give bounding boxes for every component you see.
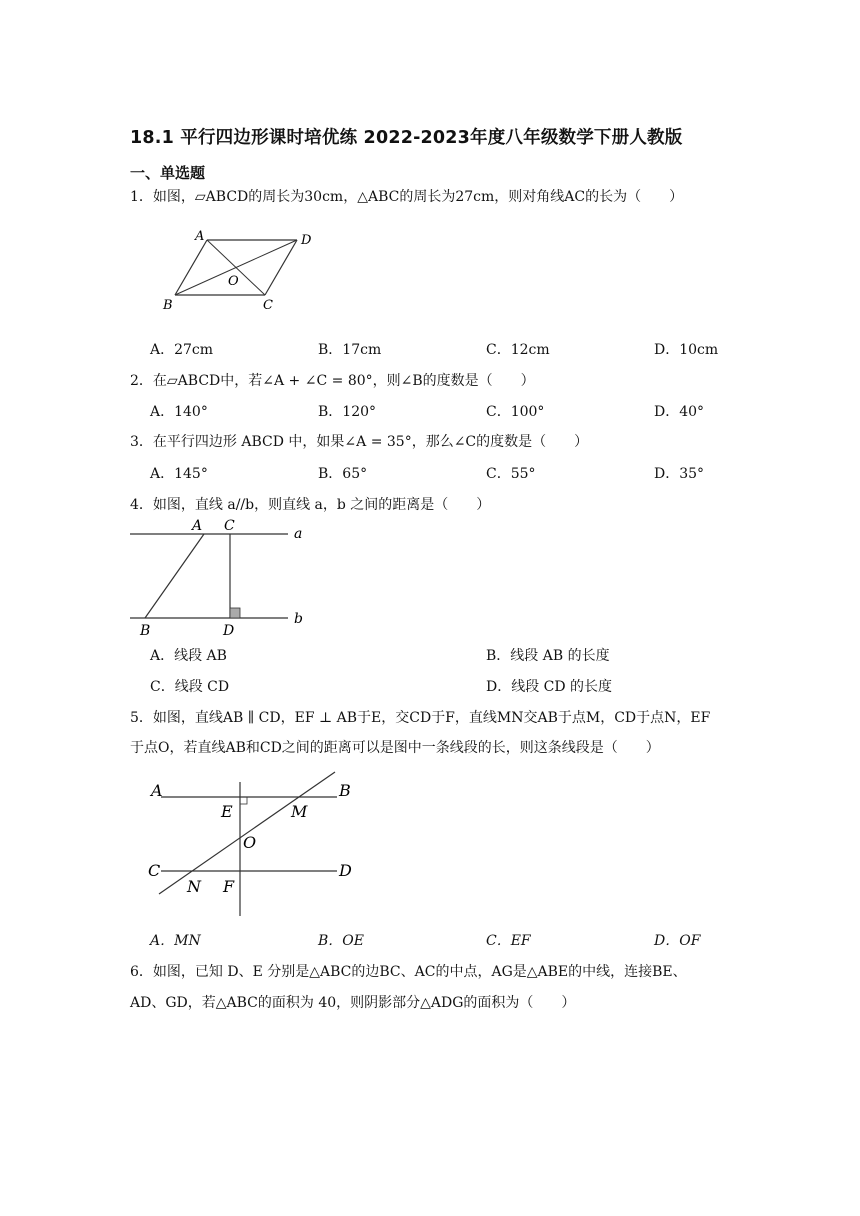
q2-option-b[interactable]: B．120° xyxy=(318,404,377,420)
q2-option-d[interactable]: D．40° xyxy=(654,404,705,420)
q3-option-a[interactable]: A．145° xyxy=(150,466,208,482)
q5-label-d: D xyxy=(339,861,352,880)
question-1-figure xyxy=(155,222,325,317)
q4-option-d[interactable]: D．线段 CD 的长度 xyxy=(486,679,613,695)
q1-option-a[interactable]: A．27cm xyxy=(150,342,214,358)
q3-option-c[interactable]: C．55° xyxy=(486,466,536,482)
q5-label-o: O xyxy=(243,833,257,852)
q4-option-a[interactable]: A．线段 AB xyxy=(150,648,227,664)
question-2-text: 2．在▱ABCD中，若∠A + ∠C = 80°，则∠B的度数是（ ） xyxy=(130,373,535,389)
q5-label-n: N xyxy=(187,877,201,896)
q4-option-b[interactable]: B．线段 AB 的长度 xyxy=(486,648,610,664)
q1-option-d[interactable]: D．10cm xyxy=(654,342,719,358)
question-3-text: 3．在平行四边形 ABCD 中，如果∠A = 35°，那么∠C的度数是（ ） xyxy=(130,434,589,450)
q4-option-c[interactable]: C．线段 CD xyxy=(150,679,230,695)
q5-option-d[interactable]: D．OF xyxy=(654,933,701,949)
question-4-text: 4．如图，直线 a//b，则直线 a，b 之间的距离是（ ） xyxy=(130,497,491,513)
q4-label-a: A xyxy=(192,518,203,534)
q4-label-b-line: b xyxy=(294,611,303,627)
q1-option-b[interactable]: B．17cm xyxy=(318,342,382,358)
q5-label-b: B xyxy=(339,781,351,800)
q4-label-d: D xyxy=(223,623,235,639)
q1-label-d: D xyxy=(301,233,312,248)
question-6-text-line1: 6．如图，已知 D、E 分别是△ABC的边BC、AC的中点，AG是△ABE的中线，连接BE、 xyxy=(130,964,687,980)
q5-option-c[interactable]: C．EF xyxy=(486,933,531,949)
q4-label-a-line: a xyxy=(294,526,303,542)
document-title: 18.1 平行四边形课时培优练 2022-2023年度八年级数学下册人教版 xyxy=(130,128,683,148)
q3-option-d[interactable]: D．35° xyxy=(654,466,705,482)
q5-label-c: C xyxy=(148,861,161,880)
question-5-figure xyxy=(145,766,365,921)
q5-label-a: A xyxy=(151,781,163,800)
q1-label-c: C xyxy=(263,298,273,313)
q5-label-m: M xyxy=(291,802,308,821)
q1-option-c[interactable]: C．12cm xyxy=(486,342,550,358)
q4-label-b: B xyxy=(140,623,151,639)
q5-option-b[interactable]: B．OE xyxy=(318,933,364,949)
q1-label-b: B xyxy=(163,298,173,313)
question-4-figure xyxy=(128,515,313,640)
q2-option-a[interactable]: A．140° xyxy=(150,404,208,420)
q1-label-o: O xyxy=(228,274,239,289)
q1-label-a: A xyxy=(195,229,205,244)
q5-label-f: F xyxy=(223,877,235,896)
q5-option-a[interactable]: A．MN xyxy=(150,933,201,949)
q5-label-e: E xyxy=(221,802,233,821)
q2-option-c[interactable]: C．100° xyxy=(486,404,545,420)
question-1-text: 1．如图，▱ABCD的周长为30cm，△ABC的周长为27cm，则对角线AC的长为（ ） xyxy=(130,189,684,205)
question-5-text-line2: 于点O，若直线AB和CD之间的距离可以是图中一条线段的长，则这条线段是（ ） xyxy=(130,740,660,756)
question-6-text-line2: AD、GD，若△ABC的面积为 40，则阴影部分△ADG的面积为（ ） xyxy=(130,995,576,1011)
q3-option-b[interactable]: B．65° xyxy=(318,466,368,482)
section-heading: 一、单选题 xyxy=(130,164,206,182)
question-5-text-line1: 5．如图，直线AB ∥ CD，EF ⊥ AB于E，交CD于F，直线MN交AB于点M，CD于点N，EF xyxy=(130,710,711,726)
q4-label-c: C xyxy=(224,518,235,534)
